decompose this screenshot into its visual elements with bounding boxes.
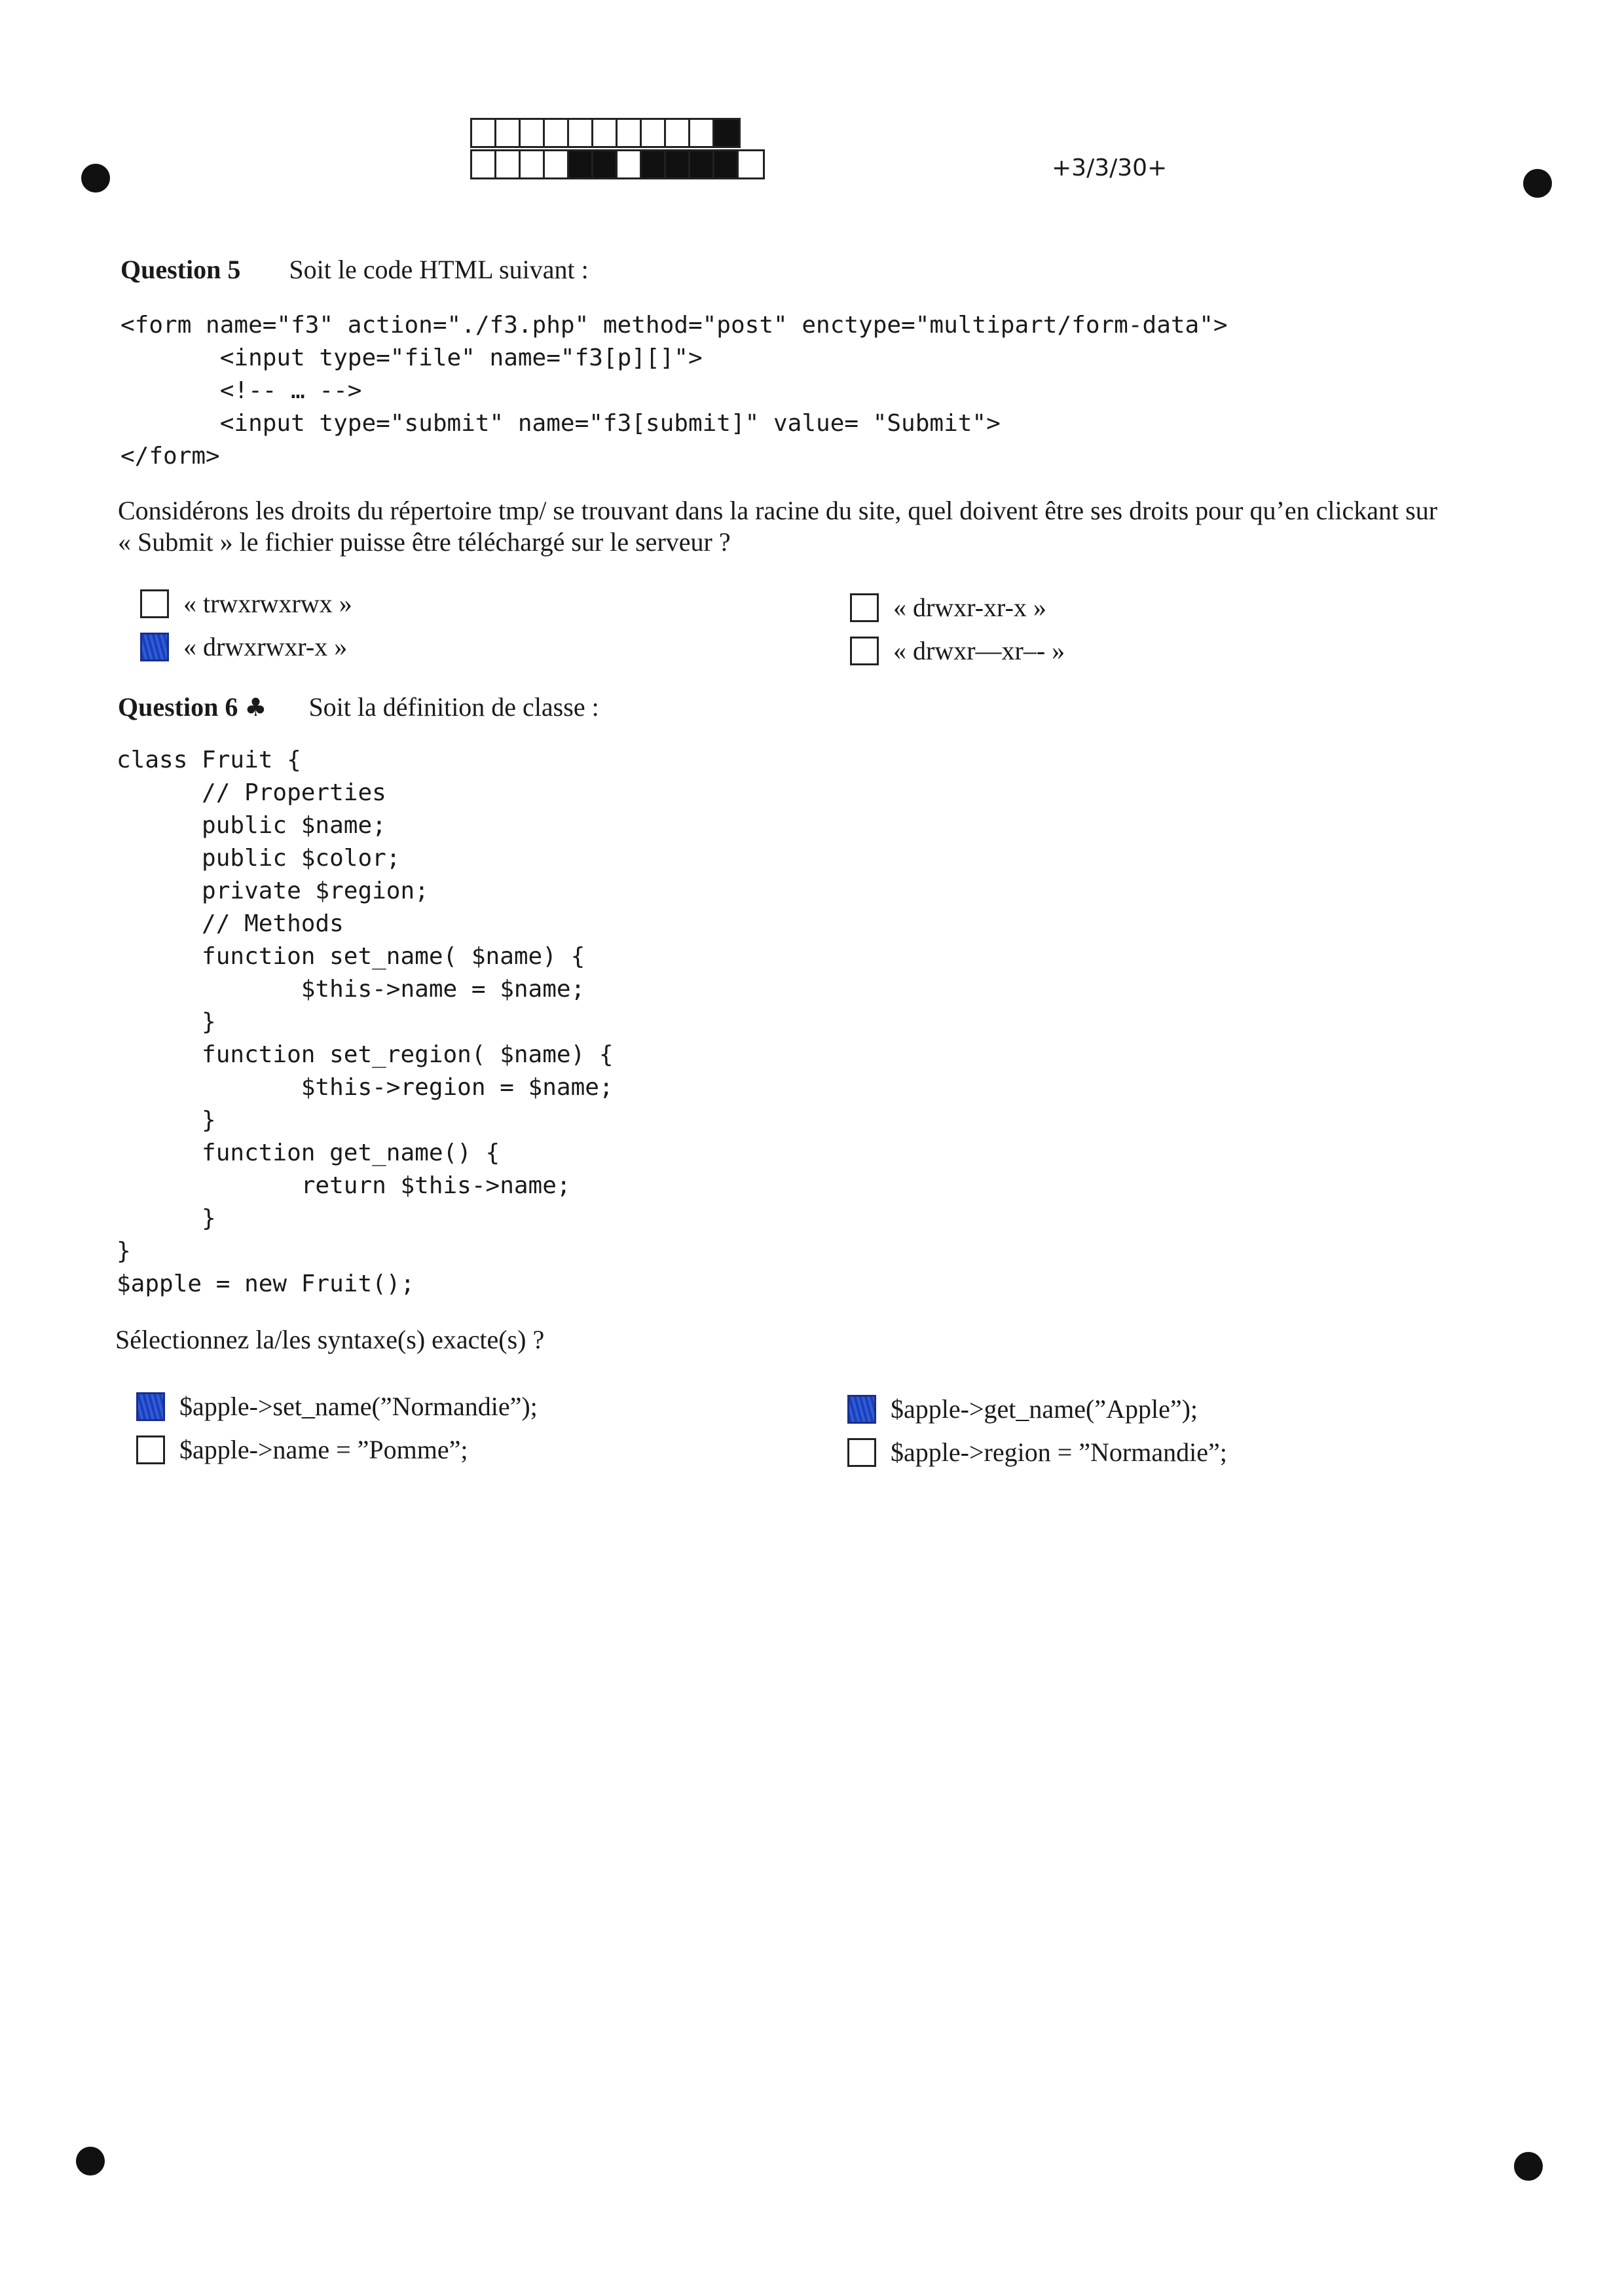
- q5-option-4[interactable]: [850, 635, 1065, 666]
- q5-option-4-checkbox[interactable]: [850, 637, 879, 665]
- club-icon: ♣: [244, 693, 267, 722]
- question-6-code-block: class Fruit { // Properties public $name; public $color; private $region; // Methods function set_name( $name) { $this->name = $name; } function set_region( $name) { $this->region = $name; } function get_name() { return $this->name; } } $apple = new Fruit();: [117, 747, 614, 1297]
- student-id-barcode-row-2: [470, 149, 765, 179]
- q6-option-4-label: $apple->region = ”Normandie”;: [891, 1437, 1227, 1467]
- barcode-cell: [521, 120, 545, 146]
- barcode-cell: [642, 151, 666, 177]
- q6-option-4-checkbox[interactable]: [847, 1438, 876, 1467]
- barcode-cell: [569, 151, 593, 177]
- q5-option-1-label: « trwxrwxrwx »: [183, 589, 352, 618]
- question-6-header: [118, 692, 599, 722]
- corner-mark-bottom-left: [76, 2147, 105, 2176]
- barcode-cell: [496, 120, 521, 146]
- barcode-cell: [521, 151, 545, 177]
- question-6-prompt: Soit la définition de classe :: [308, 692, 599, 722]
- question-5-label: Question 5: [120, 255, 241, 284]
- q6-option-3[interactable]: [847, 1394, 1198, 1424]
- barcode-cell: [496, 151, 521, 177]
- barcode-cell: [569, 120, 593, 146]
- q5-option-2[interactable]: [140, 631, 347, 662]
- question-5-code-block: <form name="f3" action="./f3.php" method="post" enctype="multipart/form-data"> <input type="file" name="f3[p][]"> <!-- … --> <input type="submit" name="f3[submit]" value= "Submit"> </form>: [120, 312, 1228, 470]
- corner-mark-top-left: [81, 164, 110, 193]
- page-id: +3/3/30+: [1052, 155, 1168, 181]
- corner-mark-bottom-right: [1514, 2152, 1543, 2181]
- barcode-cell: [666, 120, 690, 146]
- barcode-cell: [739, 151, 763, 177]
- barcode-cell: [545, 120, 569, 146]
- question-6-label: Question 6: [118, 692, 238, 722]
- q5-option-3-label: « drwxr-xr-x »: [893, 593, 1046, 622]
- q6-option-3-label: $apple->get_name(”Apple”);: [891, 1394, 1198, 1424]
- question-5-header: [120, 254, 589, 285]
- q6-option-2-label: $apple->name = ”Pomme”;: [179, 1435, 468, 1464]
- barcode-cell: [666, 151, 690, 177]
- q6-option-4[interactable]: [847, 1437, 1227, 1468]
- q5-option-1[interactable]: [140, 588, 352, 619]
- question-5-text: [118, 495, 1559, 558]
- q5-option-2-checkbox[interactable]: [140, 633, 169, 661]
- barcode-cell: [472, 151, 496, 177]
- barcode-cell: [690, 120, 714, 146]
- student-id-barcode-row-1: [470, 118, 741, 148]
- barcode-cell: [714, 151, 739, 177]
- q6-option-1-label: $apple->set_name(”Normandie”);: [179, 1392, 538, 1421]
- q5-option-3[interactable]: [850, 592, 1046, 623]
- barcode-cell: [593, 151, 618, 177]
- question-6-question: Sélectionnez la/les syntaxe(s) exacte(s) ?: [115, 1325, 545, 1354]
- corner-mark-top-right: [1523, 169, 1552, 198]
- barcode-cell: [472, 120, 496, 146]
- q5-option-1-checkbox[interactable]: [140, 589, 169, 618]
- question-5-prompt: Soit le code HTML suivant :: [289, 255, 589, 284]
- question-5-text-line-1: Considérons les droits du répertoire tmp/ se trouvant dans la racine du site, quel doivent être ses droits pour qu’en clickant sur: [118, 496, 1438, 525]
- q6-option-1[interactable]: [136, 1391, 538, 1422]
- barcode-cell: [714, 120, 739, 146]
- barcode-cell: [545, 151, 569, 177]
- barcode-cell: [618, 120, 642, 146]
- q6-option-1-checkbox[interactable]: [136, 1392, 165, 1421]
- q6-option-2-checkbox[interactable]: [136, 1435, 165, 1464]
- q5-option-4-label: « drwxr—xr–- »: [893, 636, 1065, 665]
- q5-option-2-label: « drwxrwxr-x »: [183, 632, 348, 661]
- barcode-cell: [642, 120, 666, 146]
- barcode-cell: [618, 151, 642, 177]
- question-5-text-line-2: « Submit » le fichier puisse être téléchargé sur le serveur ?: [118, 527, 731, 557]
- barcode-cell: [690, 151, 714, 177]
- q5-option-3-checkbox[interactable]: [850, 593, 879, 622]
- q6-option-3-checkbox[interactable]: [847, 1395, 876, 1424]
- barcode-cell: [593, 120, 618, 146]
- q6-option-2[interactable]: [136, 1434, 468, 1465]
